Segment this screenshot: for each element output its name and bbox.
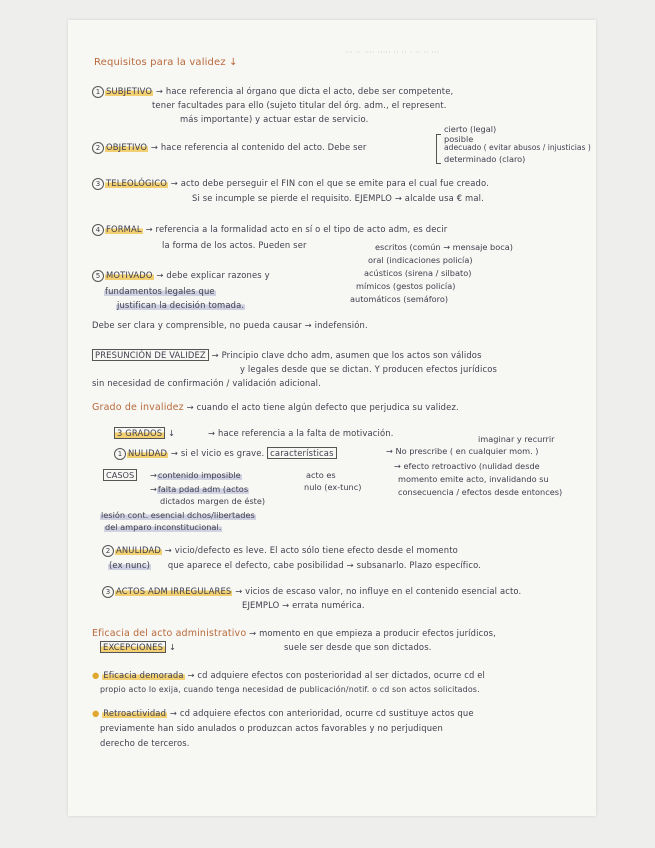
retro-label: Retroactividad bbox=[103, 708, 167, 718]
caracteristicas-label: características bbox=[267, 447, 336, 459]
teleologico-line-1: 3 TELEOLÓGICO → acto debe perseguir el FIN con el que se emite para el cual fue creado. bbox=[92, 178, 489, 190]
lesion-1: lesión cont. esencial dchos/libertades bbox=[101, 510, 255, 520]
formal-opt-1: escritos (común → mensaje boca) bbox=[375, 242, 513, 252]
nulo-ex-tunc: nulo (ex-tunc) bbox=[304, 482, 362, 492]
presuncion-line-3: sin necesidad de confirmación / validación adicional. bbox=[92, 378, 321, 388]
teleologico-line-2: Si se incumple se pierde el requisito. EJEMPLO → alcalde usa € mal. bbox=[192, 193, 484, 203]
caso-2: →falta pdad adm (actos bbox=[150, 484, 249, 494]
irregulares-label: ACTOS ADM IRREGULARES bbox=[116, 586, 232, 596]
grados-line: 3 GRADOS ↓ → hace referencia a la falta de motivación. bbox=[114, 428, 394, 438]
objetivo-opt-3: adecuado ( evitar abusos / injusticias ) bbox=[444, 143, 591, 152]
number-1-icon: 1 bbox=[92, 86, 104, 98]
objetivo-opt-2: posible bbox=[444, 134, 474, 144]
notebook-page bbox=[68, 20, 596, 816]
subjetivo-line-2: tener facultades para ello (sujeto titular del órg. adm., el represent. bbox=[152, 100, 447, 110]
excepciones-label: EXCEPCIONES bbox=[100, 641, 166, 653]
formal-line-1: 4 FORMAL → referencia a la formalidad acto en sí o el tipo de acto adm, es decir bbox=[92, 224, 447, 236]
irregulares-line-2: EJEMPLO → errata numérica. bbox=[242, 600, 365, 610]
formal-label: FORMAL bbox=[106, 224, 142, 234]
number-3-icon: 3 bbox=[92, 178, 104, 190]
eficacia-line-1: Eficacia del acto administrativo → momento en que empieza a producir efectos jurídicos, bbox=[92, 628, 496, 639]
grados-label: 3 GRADOS bbox=[114, 427, 165, 439]
excepciones-line: EXCEPCIONES ↓ bbox=[100, 642, 176, 652]
presuncion-label: PRESUNCIÓN DE VALIDEZ bbox=[92, 349, 209, 361]
irregulares-line-1: 3 ACTOS ADM IRREGULARES → vicios de escaso valor, no influye en el contenido esencial acto. bbox=[102, 586, 521, 598]
subjetivo-label: SUBJETIVO bbox=[106, 86, 153, 96]
caso-1: →contenido imposible bbox=[150, 470, 241, 480]
clara-line: Debe ser clara y comprensible, no pueda causar → indefensión. bbox=[92, 320, 368, 330]
motivado-line-3: justifican la decisión tomada. bbox=[117, 300, 245, 310]
presuncion-line-1: PRESUNCIÓN DE VALIDEZ → Principio clave dcho adm, asumen que los actos son válidos bbox=[92, 350, 482, 360]
caso-3: dictados margen de éste) bbox=[160, 496, 266, 506]
number-1b-icon: 1 bbox=[114, 448, 126, 460]
objetivo-opt-1: cierto (legal) bbox=[444, 124, 497, 134]
anulidad-line-1: 2 ANULIDAD → vicio/defecto es leve. El acto sólo tiene efecto desde el momento bbox=[102, 545, 458, 557]
car-4: consecuencia / efectos desde entonces) bbox=[398, 487, 563, 497]
anulidad-line-2: (ex nunc) que aparece el defecto, cabe posibilidad → subsanarlo. Plazo específico. bbox=[109, 560, 482, 570]
bullet-icon: ● bbox=[92, 670, 100, 680]
demorada-label: Eficacia demorada bbox=[103, 670, 184, 680]
motivado-line-2: fundamentos legales que bbox=[105, 286, 215, 296]
number-3b-icon: 3 bbox=[102, 586, 114, 598]
number-5-icon: 5 bbox=[92, 270, 104, 282]
casos-label: CASOS bbox=[103, 470, 137, 480]
bullet-icon: ● bbox=[92, 708, 100, 718]
motivado-label: MOTIVADO bbox=[106, 270, 153, 280]
grado-heading: Grado de invalidez bbox=[92, 402, 184, 413]
car-2: → efecto retroactivo (nulidad desde bbox=[394, 461, 540, 471]
grado-line: Grado de invalidez → cuando el acto tiene algún defecto que perjudica su validez. bbox=[92, 402, 459, 413]
presuncion-line-2: y legales desde que se dictan. Y producen efectos jurídicos bbox=[240, 364, 498, 374]
nulidad-label: NULIDAD bbox=[128, 448, 168, 458]
formal-opt-5: automáticos (semáforo) bbox=[350, 294, 449, 304]
number-2b-icon: 2 bbox=[102, 545, 114, 557]
acto-es: acto es bbox=[306, 470, 336, 480]
eficacia-line-2: suele ser desde que son dictados. bbox=[284, 642, 432, 652]
car-1b: imaginar y recurrir bbox=[478, 434, 555, 444]
formal-opt-3: acústicos (sirena / silbato) bbox=[364, 268, 472, 278]
objetivo-opt-4: determinado (claro) bbox=[444, 154, 526, 164]
demorada-line-2: propio acto lo exija, cuando tenga necesidad de publicación/notif. o cd son actos solicitados. bbox=[100, 685, 480, 694]
lesion-2: del amparo inconstitucional. bbox=[105, 522, 222, 532]
page-title: Requisitos para la validez ↓ bbox=[94, 57, 238, 68]
motivado-line-1: 5 MOTIVADO → debe explicar razones y bbox=[92, 270, 270, 282]
retro-line-3: derecho de terceros. bbox=[100, 738, 190, 748]
objetivo-line: 2 OBJETIVO → hace referencia al contenido del acto. Debe ser bbox=[92, 142, 367, 154]
formal-opt-2: oral (indicaciones policía) bbox=[368, 255, 473, 265]
subjetivo-line-3: más importante) y actuar estar de servicio. bbox=[180, 114, 369, 124]
formal-line-2: la forma de los actos. Pueden ser bbox=[162, 240, 307, 250]
subjetivo-line-1: 1 SUBJETIVO → hace referencia al órgano que dicta el acto, debe ser competente, bbox=[92, 86, 453, 98]
number-2-icon: 2 bbox=[92, 142, 104, 154]
anulidad-label: ANULIDAD bbox=[116, 545, 161, 555]
objetivo-brace bbox=[436, 134, 441, 164]
retro-line-1: ● Retroactividad → cd adquiere efectos con anterioridad, ocurre cd sustituye actos que bbox=[92, 708, 474, 718]
demorada-line-1: ● Eficacia demorada → cd adquiere efectos con posterioridad al ser dictados, ocurre cd el bbox=[92, 670, 486, 680]
retro-line-2: previamente han sido anulados o produzcan actos favorables y no perjudiquen bbox=[100, 723, 443, 733]
teleologico-label: TELEOLÓGICO bbox=[106, 178, 167, 188]
arrow-down-icon: ↓ bbox=[229, 57, 238, 68]
formal-opt-4: mímicos (gestos policía) bbox=[356, 281, 456, 291]
faint-header-text: ··· ·· ···· ····· ·· ·· · ·· ·· ··· bbox=[345, 48, 440, 57]
number-4-icon: 4 bbox=[92, 224, 104, 236]
car-3: momento emite acto, invalidando su bbox=[398, 474, 549, 484]
car-1: → No prescribe ( en cualquier mom. ) bbox=[386, 446, 539, 456]
eficacia-heading: Eficacia del acto administrativo bbox=[92, 628, 247, 639]
grados-text: → hace referencia a la falta de motivación. bbox=[208, 428, 394, 438]
nulidad-line: 1 NULIDAD → si el vicio es grave. características bbox=[114, 448, 337, 460]
objetivo-label: OBJETIVO bbox=[106, 142, 148, 152]
